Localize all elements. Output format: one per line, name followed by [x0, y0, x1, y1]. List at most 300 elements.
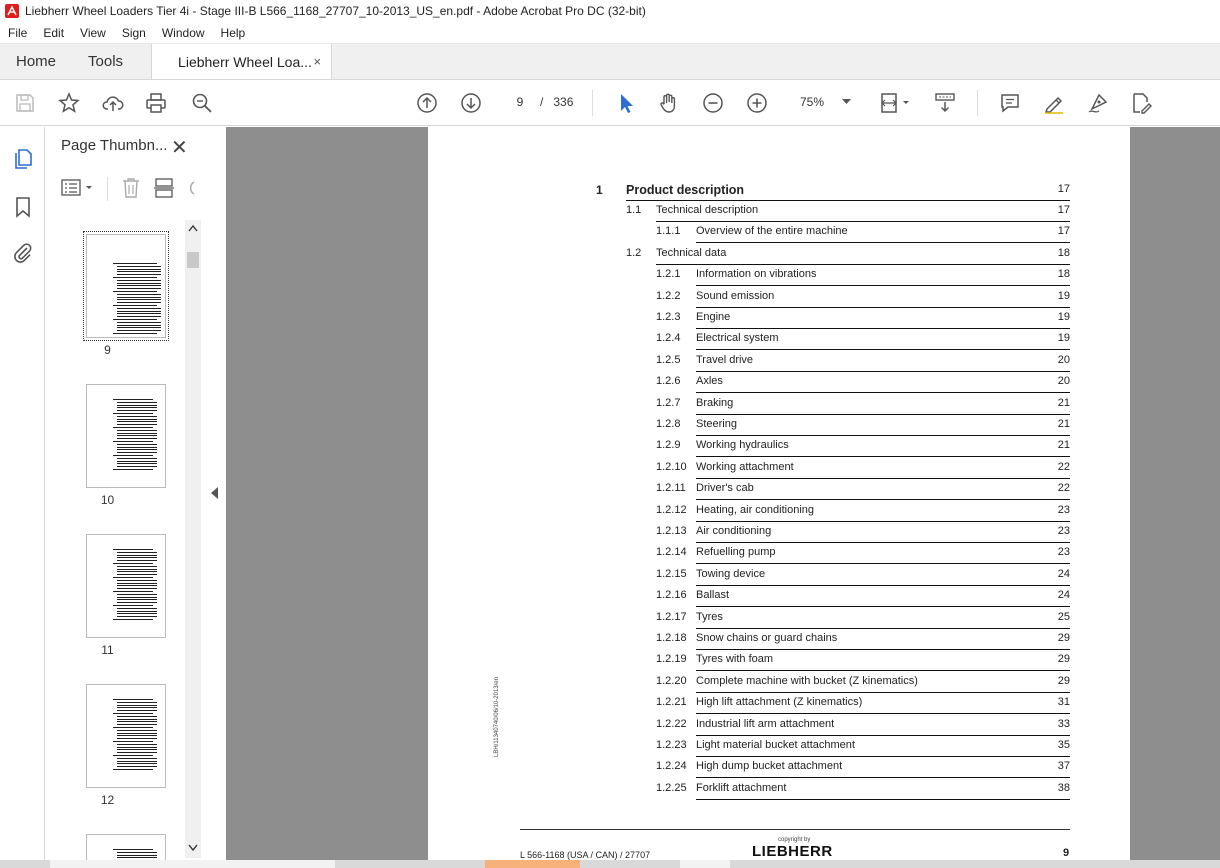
toc-rule	[696, 713, 1070, 714]
upload-cloud-icon[interactable]	[101, 91, 125, 115]
scrollbar-thumb[interactable]	[187, 252, 199, 268]
toc-rule	[696, 414, 1070, 415]
toc-entry-title: Working hydraulics	[696, 439, 789, 452]
thumbnail-text-line	[113, 713, 153, 714]
toc-entry-title: Industrial lift arm attachment	[696, 717, 835, 730]
sign-pen-icon[interactable]	[1086, 91, 1110, 115]
thumbnail-text-line	[117, 430, 157, 431]
toc-entry-number: 1.2.14	[656, 546, 687, 559]
close-panel-icon[interactable]: ✕	[171, 137, 188, 159]
save-icon[interactable]	[13, 91, 37, 115]
toc-entry-number: 1.2.16	[656, 589, 687, 602]
menu-sign[interactable]: Sign	[121, 25, 146, 40]
thumbnail-text-line	[117, 438, 157, 439]
thumbnail-text-line	[117, 705, 157, 706]
tab-home[interactable]: Home	[16, 53, 57, 70]
toc-rule	[696, 435, 1070, 436]
toc-entry[interactable]	[656, 225, 1070, 243]
toc-entry-number: 1.2.25	[656, 781, 687, 794]
toc-entry-number: 1.2.20	[656, 674, 687, 687]
thumbnail-scrollbar[interactable]	[185, 220, 201, 858]
toc-rule	[696, 563, 1070, 564]
toc-entry-page: 21	[1057, 439, 1070, 452]
thumbnail-text-line	[117, 585, 157, 586]
toc-entry-number: 1.2.5	[656, 353, 681, 366]
zoom-value: 75%	[800, 95, 825, 109]
toc-rule	[696, 777, 1070, 778]
thumbnail-text-line	[117, 302, 161, 303]
thumbnail-text-line	[113, 769, 153, 770]
scroll-mode-icon[interactable]	[933, 91, 957, 115]
page-thumbnails-icon[interactable]	[11, 147, 35, 171]
menu-bar	[0, 22, 1220, 44]
fit-page-icon[interactable]	[877, 91, 913, 115]
thumbnail-text-line	[117, 738, 157, 739]
thumbnail-text-line	[117, 461, 157, 462]
status-segment	[680, 860, 730, 868]
thumbnail-text-line	[117, 449, 157, 450]
pdf-page	[428, 127, 1130, 860]
thumbnail-text-line	[117, 444, 157, 445]
toc-rule	[696, 692, 1070, 693]
toc-entry-title: High lift attachment (Z kinematics)	[696, 696, 863, 709]
thumbnail-options-icon[interactable]	[61, 179, 95, 197]
toc-entry[interactable]	[656, 354, 1070, 372]
toc-entry-title: Overview of the entire machine	[696, 225, 848, 238]
toc-entry[interactable]	[656, 461, 1070, 479]
toc-entry-title: Information on vibrations	[696, 268, 817, 281]
toc-entry-page: 17	[1057, 225, 1070, 238]
zoom-out-icon[interactable]	[701, 91, 725, 115]
toc-entry[interactable]	[656, 782, 1070, 800]
toc-entry[interactable]	[656, 632, 1070, 650]
page-number-input[interactable]	[503, 90, 537, 114]
menu-window[interactable]: Window	[161, 25, 205, 40]
thumbnail-text-line	[113, 399, 153, 400]
thumbnail-text-line	[117, 555, 157, 556]
toc-entry-number: 1.2.18	[656, 632, 687, 644]
thumbnail-text-line	[117, 294, 161, 295]
toc-entry-number: 1.2.1	[656, 268, 681, 281]
thumbnail-text-line	[117, 407, 157, 408]
toc-entry[interactable]	[656, 718, 1070, 736]
toc-entry-page: 24	[1057, 589, 1070, 602]
tab-document[interactable]	[151, 44, 332, 79]
scroll-down-icon[interactable]	[188, 844, 198, 852]
tab-bar	[0, 44, 1220, 80]
document-viewport[interactable]	[226, 127, 1220, 860]
thumbnail-text-line	[117, 611, 157, 612]
toc-entry-page: 31	[1057, 696, 1070, 709]
toc-rule	[696, 285, 1070, 286]
toc-rule	[626, 200, 1070, 202]
toc-rule	[656, 221, 1070, 222]
thumbnail-text-line	[117, 763, 157, 764]
toc-entry-page: 21	[1057, 418, 1070, 430]
toc-entry-page: 33	[1057, 717, 1070, 730]
status-segment	[50, 860, 335, 868]
footer-copyright: copyright by	[778, 837, 811, 843]
thumbnail-text-line	[117, 616, 157, 617]
toc-entry-page: 29	[1057, 653, 1070, 666]
thumbnail-text-line	[117, 322, 161, 323]
thumbnail-text-line	[113, 591, 153, 592]
toc-chapter[interactable]	[596, 183, 1070, 201]
thumbnail-text-line	[117, 569, 157, 570]
thumbnail-text-line	[113, 619, 153, 620]
thumbnail-text-line	[113, 727, 153, 728]
toc-entry-page: 38	[1057, 781, 1070, 794]
toc-entry-page: 22	[1057, 482, 1070, 495]
thumbnail-text-line	[117, 766, 157, 767]
thumbnail-text-line	[117, 410, 157, 411]
toc-entry[interactable]	[656, 332, 1070, 350]
toc-rule	[696, 521, 1070, 522]
edit-document-icon[interactable]	[1129, 91, 1153, 115]
thumbnail-text-line	[117, 744, 157, 745]
thumbnail-text-line	[117, 855, 157, 856]
attachment-icon[interactable]	[11, 241, 35, 265]
thumbnail-text-line	[117, 458, 157, 459]
thumbnail-text-line	[117, 463, 157, 464]
toc-entry-number: 1.2.11	[656, 482, 686, 495]
thumbnail-text-line	[117, 735, 157, 736]
thumbnail-text-line	[117, 721, 157, 722]
thumbnail-text-line	[117, 466, 157, 467]
toc-rule	[656, 264, 1070, 265]
toc-entry-page: 29	[1057, 674, 1070, 687]
thumbnail-text-line	[113, 849, 153, 850]
thumbnail-text-line	[117, 424, 157, 425]
thumbnail-text-line	[117, 433, 157, 434]
toc-entry[interactable]	[656, 482, 1070, 500]
toc-entry-number: 1.2.22	[656, 717, 687, 730]
toc-entry-title: Forklift attachment	[696, 781, 787, 794]
toc-entry-title: Electrical system	[696, 332, 779, 345]
toc-rule	[696, 585, 1070, 586]
thumbnail-text-line	[117, 857, 157, 858]
toc-entry-title: Steering	[696, 418, 737, 430]
toc-entry-page: 20	[1057, 353, 1070, 366]
side-code	[494, 667, 508, 757]
toc-rule	[696, 456, 1070, 457]
toc-entry[interactable]	[656, 290, 1070, 308]
toc-entry[interactable]	[656, 611, 1070, 629]
thumbnail-text-line	[117, 325, 161, 326]
toc-entry-page: 25	[1057, 610, 1070, 623]
toc-rule	[696, 392, 1070, 393]
thumbnail-text-line	[113, 549, 153, 550]
toc-entry[interactable]	[656, 568, 1070, 586]
toc-chapter-page: 17	[1057, 183, 1070, 195]
footer-rule	[520, 829, 1070, 830]
toc-entry[interactable]	[626, 247, 1070, 265]
window-title: Liebherr Wheel Loaders Tier 4i - Stage III-B L566_1168_27707_10-2013_US_en.pdf - Adobe Acrobat Pro DC (32-bit)	[25, 4, 646, 18]
print-icon[interactable]	[144, 91, 168, 115]
thumbnail-text-line	[117, 719, 157, 720]
thumbnail-text-line	[113, 469, 153, 470]
toc-rule	[696, 756, 1070, 757]
page-thumbnail[interactable]	[86, 384, 166, 488]
toc-entry[interactable]	[626, 204, 1070, 222]
thumbnail-text-line	[113, 699, 153, 700]
thumbnail-text-line	[117, 402, 157, 403]
toc-entry-number: 1.2.10	[656, 460, 687, 473]
rotate-page-icon[interactable]	[185, 177, 195, 199]
toc-rule	[696, 499, 1070, 500]
thumbnail-text-line	[117, 599, 157, 600]
toc-entry-number: 1.2.3	[656, 311, 681, 323]
thumbnail-text-line	[117, 580, 157, 581]
thumbnail-page-label: 10	[100, 493, 115, 507]
toc-entry-page: 24	[1057, 567, 1070, 580]
toc-entry[interactable]	[656, 739, 1070, 757]
thumbnail-text-line	[117, 752, 157, 753]
toc-entry-number: 1.2.24	[656, 760, 687, 773]
toc-entry-page: 19	[1057, 289, 1070, 302]
toc-entry[interactable]	[656, 418, 1070, 436]
toc-entry-title: Towing device	[696, 567, 766, 580]
toc-rule	[696, 328, 1070, 329]
toc-entry-number: 1.2.2	[656, 289, 681, 302]
thumbnail-text-line	[113, 305, 157, 306]
tab-document-label: Liebherr Wheel Loa...	[178, 53, 312, 70]
thumbnail-text-line	[113, 741, 153, 742]
page-thumbnail[interactable]	[86, 834, 166, 860]
toc-entry[interactable]	[656, 546, 1070, 564]
toc-entry-number: 1.2.4	[656, 332, 681, 345]
thumbnail-text-line	[117, 710, 157, 711]
thumbnail-text-line	[113, 563, 153, 564]
thumbnail-toolbar	[45, 171, 202, 205]
toc-chapter-title: Product description	[626, 183, 745, 197]
toc-entry[interactable]	[656, 439, 1070, 457]
scroll-up-icon[interactable]	[188, 224, 198, 232]
side-code-text: LBH/11340740/06/10-2013/en	[494, 677, 500, 757]
toc-entry-number: 1.1	[626, 204, 642, 216]
thumbnail-text-line	[117, 566, 157, 567]
thumbnail-text-line	[117, 283, 161, 284]
menu-view[interactable]: View	[80, 25, 106, 40]
chevron-down-icon	[842, 99, 851, 105]
comment-icon[interactable]	[998, 91, 1022, 115]
toc-entry-number: 1.2.8	[656, 418, 681, 430]
close-tab-icon[interactable]: ×	[313, 54, 322, 69]
toc-entry-number: 1.2.7	[656, 396, 681, 409]
toc-entry-number: 1.1.1	[656, 225, 681, 238]
thumbnail-text-line	[113, 319, 157, 320]
toc-rule	[696, 478, 1070, 479]
toc-entry-page: 21	[1057, 396, 1070, 409]
page-layout-icon[interactable]	[153, 177, 175, 199]
thumbnail-text-line	[117, 758, 157, 759]
thumbnail-text-line	[113, 333, 157, 334]
toc-entry[interactable]	[656, 311, 1070, 329]
thumbnail-text-line	[117, 597, 157, 598]
thumbnail-text-line	[117, 583, 157, 584]
thumbnail-text-line	[113, 291, 157, 292]
thumbnail-text-line	[117, 452, 157, 453]
thumbnail-text-line	[117, 327, 161, 328]
thumbnail-panel	[45, 127, 202, 860]
toc-entry-title: Braking	[696, 396, 734, 409]
thumbnail-text-line	[117, 747, 157, 748]
page-thumbnail[interactable]	[86, 534, 166, 638]
thumbnail-text-line	[113, 455, 153, 456]
toc-entry-title: Air conditioning	[696, 525, 772, 537]
thumbnail-text-line	[117, 269, 161, 270]
thumbnail-text-line	[117, 571, 157, 572]
page-total: 336	[553, 95, 574, 109]
previous-page-icon[interactable]	[415, 91, 439, 115]
toc-entry-number: 1.2.23	[656, 739, 687, 751]
thumbnail-text-line	[117, 288, 161, 289]
thumbnail-text-line	[117, 330, 161, 331]
thumbnail-text-line	[117, 702, 157, 703]
toc-entry-title: Axles	[696, 375, 723, 388]
thumbnail-text-line	[117, 280, 161, 281]
highlight-pen-icon[interactable]	[1042, 91, 1066, 115]
thumbnail-text-line	[113, 441, 153, 442]
zoom-in-icon[interactable]	[745, 91, 769, 115]
page-thumbnail[interactable]	[86, 684, 166, 788]
footer-page-number: 9	[1063, 847, 1070, 859]
star-icon[interactable]	[57, 91, 81, 115]
thumbnail-text-line	[117, 271, 161, 272]
toc-entry[interactable]	[656, 589, 1070, 607]
toc-entry-number: 1.2.15	[656, 567, 687, 580]
menu-help[interactable]: Help	[220, 25, 246, 40]
toc-entry-title: Working attachment	[696, 460, 794, 473]
toc-entry-number: 1.2.19	[656, 653, 687, 666]
thumbnail-text-line	[117, 724, 157, 725]
thumbnail-panel-title: Page Thumbn...	[61, 137, 168, 154]
toc-entry-title: Driver's cab	[696, 482, 754, 495]
toolbar	[0, 80, 1220, 126]
thumbnail-text-line	[117, 761, 157, 762]
toc-entry-page: 29	[1057, 632, 1070, 644]
thumbnail-text-line	[113, 755, 153, 756]
toc-entry-page: 23	[1057, 525, 1070, 537]
toc-entry-number: 1.2.21	[656, 696, 687, 709]
toc-chapter-number: 1	[596, 183, 603, 197]
toc-entry-number: 1.2.6	[656, 375, 681, 388]
thumbnail-text-line	[117, 405, 157, 406]
page-thumbnail[interactable]	[86, 234, 166, 338]
thumbnail-page-label: 9	[104, 343, 111, 357]
toc-rule	[696, 371, 1070, 372]
toc-entry-number: 1.2.12	[656, 503, 687, 516]
toc-entry[interactable]	[656, 268, 1070, 286]
collapse-left-icon[interactable]	[211, 487, 218, 499]
thumbnail-page-label: 11	[101, 643, 114, 657]
thumbnail-text-line	[117, 447, 157, 448]
toc-entry-title: Tyres	[696, 610, 723, 623]
thumbnail-text-line	[117, 560, 157, 561]
thumbnail-text-line	[117, 608, 157, 609]
toc-entry-title: Engine	[696, 311, 731, 323]
liebherr-logo: LIEBHERR	[752, 843, 833, 860]
toc-entry-title: High dump bucket attachment	[696, 760, 843, 773]
toc-rule	[696, 242, 1070, 243]
zoom-search-icon[interactable]	[190, 91, 214, 115]
toc-rule	[696, 628, 1070, 629]
thumbnail-text-line	[117, 594, 157, 595]
bookmark-icon[interactable]	[11, 195, 35, 219]
toc-entry-title: Refuelling pump	[696, 546, 776, 559]
menu-edit[interactable]: Edit	[43, 25, 65, 40]
toc-entry-title: Snow chains or guard chains	[696, 632, 838, 644]
thumbnail-text-line	[113, 413, 153, 414]
toc-entry-page: 23	[1057, 546, 1070, 559]
select-cursor-icon[interactable]	[614, 91, 638, 115]
bottom-strip	[0, 860, 1220, 868]
tab-tools[interactable]: Tools	[88, 53, 124, 70]
thumbnail-text-line	[117, 308, 161, 309]
thumbnail-list	[45, 219, 185, 860]
toc-entry[interactable]	[656, 653, 1070, 671]
toc-entry-title: Sound emission	[696, 289, 775, 302]
toc-entry-title: Travel drive	[696, 353, 754, 366]
toc-entry[interactable]	[656, 760, 1070, 778]
panel-collapse-handle[interactable]	[202, 127, 226, 860]
toc-entry-page: 20	[1057, 375, 1070, 388]
zoom-dropdown[interactable]	[790, 90, 855, 114]
thumbnail-text-line	[113, 263, 157, 264]
toc-rule	[696, 735, 1070, 736]
page-count	[540, 95, 573, 109]
thumbnail-text-line	[117, 421, 157, 422]
delete-page-icon[interactable]	[121, 177, 141, 199]
toc-entry[interactable]	[656, 504, 1070, 522]
toc-entry-page: 22	[1057, 460, 1070, 473]
toc-rule	[696, 542, 1070, 543]
toc-entry[interactable]	[656, 375, 1070, 393]
footer-model: L 566-1168 (USA / CAN) / 27707	[520, 850, 651, 860]
toc-rule	[696, 649, 1070, 650]
toc-entry-page: 18	[1057, 268, 1070, 281]
thumbnail-text-line	[117, 316, 161, 317]
toc-entry-page: 35	[1057, 739, 1070, 751]
toc-entry-number: 1.2.9	[656, 439, 681, 452]
hand-tool-icon[interactable]	[657, 91, 681, 115]
thumbnail-text-line	[117, 313, 161, 314]
toc-entry[interactable]	[656, 696, 1070, 714]
toc-entry-title: Technical description	[656, 204, 759, 216]
toolbar-divider	[977, 90, 978, 116]
toc-entry-number: 1.2.13	[656, 525, 687, 537]
thumbnail-text-line	[117, 552, 157, 553]
toc-entry-title: Tyres with foam	[696, 653, 774, 666]
toc-entry-title: Heating, air conditioning	[696, 503, 815, 516]
toc-entry[interactable]	[656, 675, 1070, 693]
toc-rule	[696, 670, 1070, 671]
toc-entry-number: 1.2	[626, 246, 642, 259]
thumbnail-text-line	[113, 427, 153, 428]
thumbnail-text-line	[117, 299, 161, 300]
toc-entry-page: 18	[1057, 246, 1070, 259]
page-separator: /	[540, 95, 544, 109]
next-page-icon[interactable]	[459, 91, 483, 115]
toolbar-divider	[107, 177, 108, 201]
acrobat-app-icon	[5, 4, 19, 18]
toc-entry[interactable]	[656, 397, 1070, 415]
thumbnail-text-line	[117, 419, 157, 420]
thumbnail-text-line	[117, 730, 157, 731]
toc-entry[interactable]	[656, 525, 1070, 543]
toc-rule	[696, 606, 1070, 607]
menu-file[interactable]: File	[8, 25, 28, 40]
